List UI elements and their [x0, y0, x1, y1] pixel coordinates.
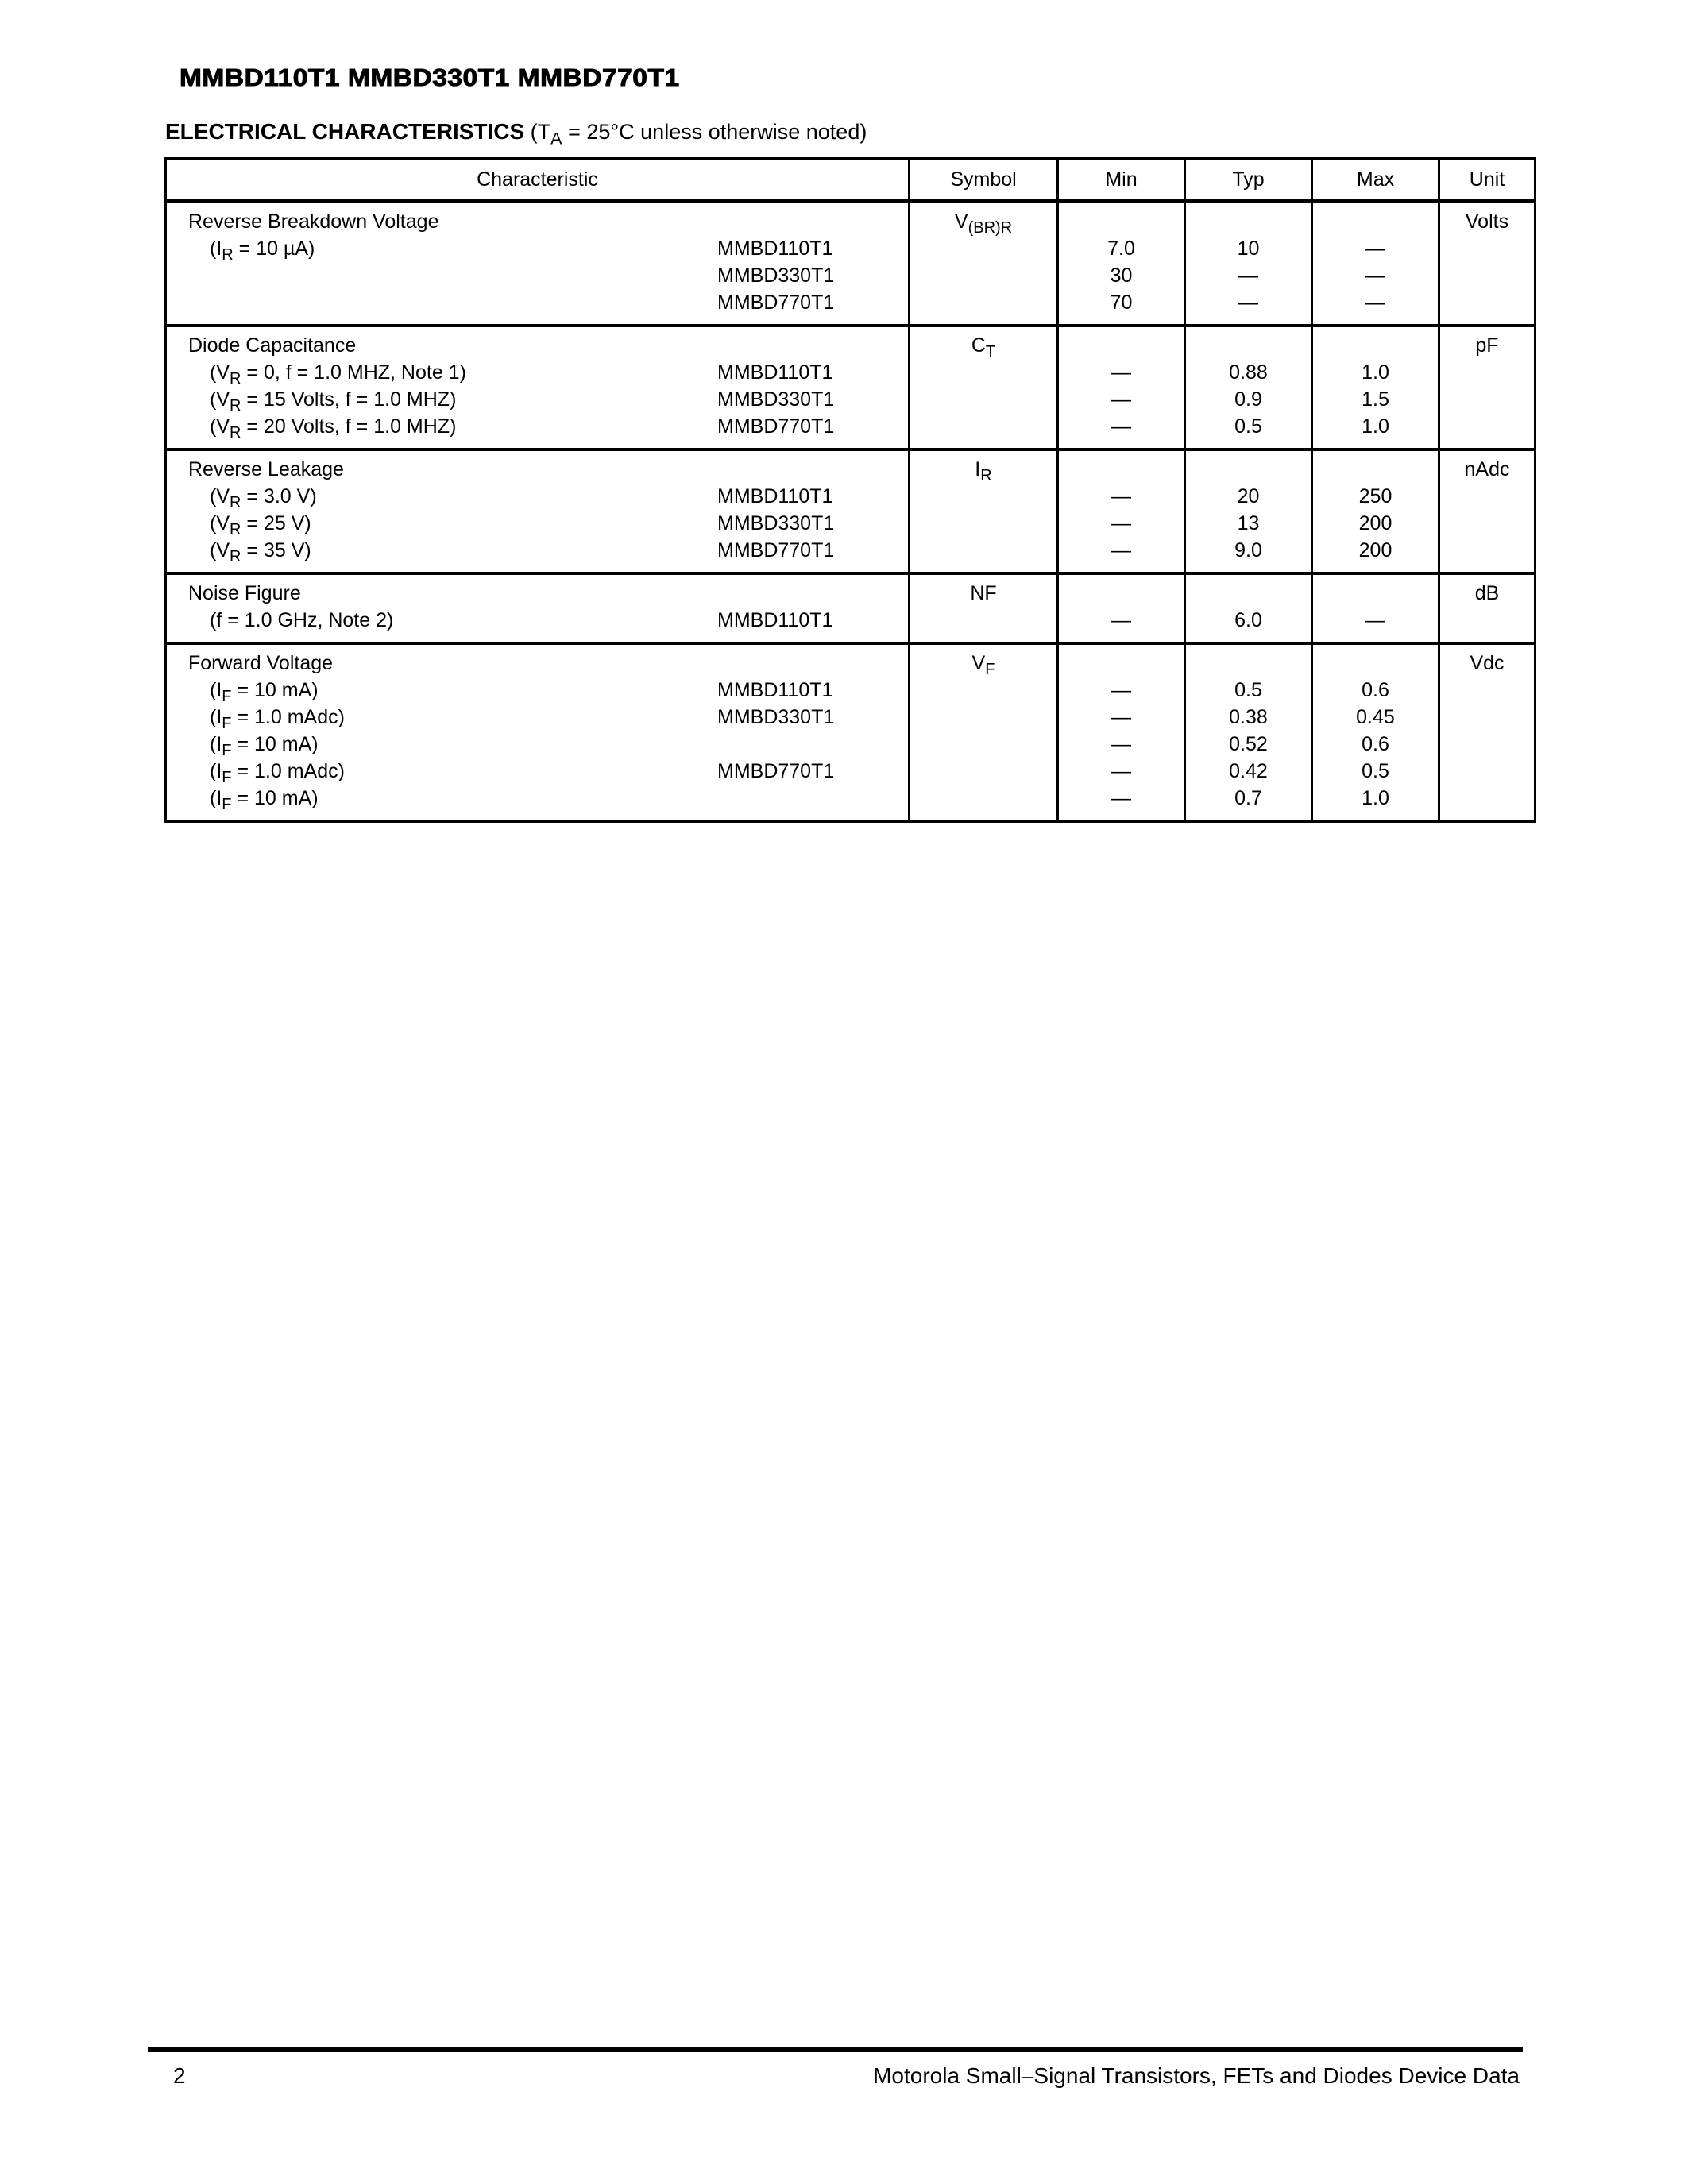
unit-cell	[1439, 450, 1535, 573]
characteristic-cell	[166, 573, 910, 643]
min-value: —	[1111, 388, 1131, 411]
table-row	[166, 573, 1535, 643]
device-label: MMBD330T1	[717, 264, 835, 287]
min-value: —	[1111, 706, 1131, 728]
device-label: MMBD770T1	[717, 291, 835, 314]
characteristic-name: Noise Figure	[188, 582, 301, 604]
max-value: 1.0	[1362, 361, 1389, 384]
min-value: —	[1111, 733, 1131, 755]
condition-line: ($V_R = 35$ V) MMBD770T1	[188, 537, 908, 564]
min-cell	[1058, 326, 1185, 450]
min-value: —	[1111, 787, 1131, 809]
device-label: MMBD330T1	[717, 512, 835, 534]
symbol: $C_T$	[971, 334, 996, 361]
symbol-cell	[910, 573, 1058, 643]
typ-value: 0.5	[1234, 679, 1262, 701]
max-value: 1.5	[1362, 388, 1389, 411]
column-header: Unit	[1439, 159, 1535, 202]
min-value: —	[1111, 512, 1131, 534]
max-cell	[1312, 202, 1439, 326]
section-condition: ($T_A = 25^\circ C$ unless otherwise noted)	[530, 120, 867, 149]
characteristic-cell	[166, 202, 910, 326]
device-label: MMBD110T1	[717, 679, 833, 701]
max-value: 200	[1358, 512, 1393, 534]
device-label: MMBD110T1	[717, 485, 833, 507]
device-label: MMBD110T1	[717, 361, 833, 384]
device-label: MMBD330T1	[717, 706, 835, 728]
typ-cell	[1185, 326, 1312, 450]
symbol: $V_F$	[971, 652, 995, 678]
unit-cell	[1439, 573, 1535, 643]
unit: dB	[1474, 582, 1500, 604]
min-cell	[1058, 202, 1185, 326]
device-label: MMBD110T1	[717, 237, 833, 260]
unit: Vdc	[1470, 652, 1505, 674]
typ-value: 0.9	[1234, 388, 1262, 411]
table-row	[166, 326, 1535, 450]
unit-cell	[1439, 202, 1535, 326]
column-header: Max	[1312, 159, 1439, 202]
condition-line	[188, 262, 908, 289]
condition-line: ($V_R = 3.0$ V) MMBD110T1	[188, 483, 908, 510]
characteristic-cell	[166, 326, 910, 450]
table-row	[166, 643, 1535, 821]
characteristic-name: Diode Capacitance	[188, 334, 357, 357]
typ-value: 10	[1237, 237, 1260, 260]
symbol-cell	[910, 450, 1058, 573]
document-title: MMBD110T1 MMBD330T1 MMBD770T1	[180, 64, 680, 91]
section-title: ELECTRICAL CHARACTERISTICS	[165, 119, 525, 144]
condition-line: ($V_R = 25$ V) MMBD330T1	[188, 510, 908, 537]
characteristic-cell	[166, 643, 910, 821]
typ-value: 13	[1237, 512, 1260, 534]
min-value: —	[1111, 361, 1131, 384]
column-header: Symbol	[910, 159, 1058, 202]
min-value: 7.0	[1107, 237, 1135, 260]
min-value: —	[1111, 485, 1131, 507]
typ-value: 0.42	[1229, 760, 1268, 782]
min-value: 70	[1110, 291, 1133, 314]
typ-value: —	[1238, 264, 1258, 287]
max-value: —	[1365, 609, 1385, 631]
max-value: 200	[1358, 539, 1393, 561]
min-value: —	[1111, 539, 1131, 561]
typ-value: 0.52	[1229, 733, 1268, 755]
condition-line	[188, 289, 908, 316]
condition-line: ($I_F = 1.0$ mAdc) MMBD770T1	[188, 758, 908, 785]
max-value: —	[1365, 291, 1385, 314]
max-value: —	[1365, 237, 1385, 260]
condition-line: ($V_R = 20$ Volts, f = 1.0 MHZ) MMBD770T1	[188, 413, 908, 440]
max-value: 0.6	[1362, 733, 1389, 755]
max-value: 1.0	[1362, 415, 1389, 438]
unit-cell	[1439, 643, 1535, 821]
symbol-cell	[910, 202, 1058, 326]
typ-value: 0.88	[1229, 361, 1268, 384]
typ-value: 0.5	[1234, 415, 1262, 438]
typ-value: 0.7	[1234, 787, 1262, 809]
min-cell	[1058, 573, 1185, 643]
typ-value: 6.0	[1234, 609, 1262, 631]
column-header: Min	[1058, 159, 1185, 202]
typ-value: 20	[1237, 485, 1260, 507]
device-label: MMBD770T1	[717, 415, 835, 438]
max-value: 0.5	[1362, 760, 1389, 782]
max-value: —	[1365, 264, 1385, 287]
column-header: Typ	[1185, 159, 1312, 202]
typ-cell	[1185, 643, 1312, 821]
page-number: 2	[173, 2063, 186, 2088]
typ-cell	[1185, 450, 1312, 573]
max-value: 0.6	[1362, 679, 1389, 701]
device-label: MMBD770T1	[717, 539, 835, 561]
symbol: NF	[970, 582, 997, 604]
condition-line: ($V_R = 15$ Volts, f = 1.0 MHZ) MMBD330T1	[188, 386, 908, 413]
characteristic-name: Reverse Leakage	[188, 458, 344, 480]
unit: Volts	[1465, 210, 1509, 233]
symbol-cell	[910, 326, 1058, 450]
condition-line: ($I_R = 10$ µA) MMBD110T1	[188, 235, 908, 262]
min-value: —	[1111, 760, 1131, 782]
min-value: —	[1111, 415, 1131, 438]
characteristic-cell	[166, 450, 910, 573]
max-cell	[1312, 643, 1439, 821]
characteristic-name: Forward Voltage	[188, 652, 334, 674]
footer-text: Motorola Small–Signal Transistors, FETs and Diodes Device Data	[873, 2063, 1520, 2088]
max-value: 0.45	[1356, 706, 1395, 728]
characteristic-name: Reverse Breakdown Voltage	[188, 210, 439, 233]
min-cell	[1058, 450, 1185, 573]
min-value: 30	[1110, 264, 1133, 287]
section-heading	[165, 119, 867, 149]
condition-line: ($V_R = 0$, f = 1.0 MHZ, Note 1) MMBD110T1	[188, 359, 908, 386]
typ-value: 0.38	[1229, 706, 1268, 728]
device-label: MMBD110T1	[717, 609, 833, 631]
electrical-characteristics-table	[164, 157, 1536, 823]
table-row	[166, 202, 1535, 326]
condition-line: ($I_F = 10$ mA) MMBD110T1	[188, 677, 908, 704]
device-label: MMBD770T1	[717, 760, 835, 782]
typ-cell	[1185, 573, 1312, 643]
typ-value: 9.0	[1234, 539, 1262, 561]
condition-line: ($I_F = 10$ mA)	[210, 787, 319, 813]
min-cell	[1058, 643, 1185, 821]
table-header-row	[166, 159, 1535, 202]
max-cell	[1312, 573, 1439, 643]
unit: nAdc	[1464, 458, 1510, 480]
condition-line: ($I_F = 10$ mA)	[210, 733, 319, 759]
typ-cell	[1185, 202, 1312, 326]
footer-divider	[148, 2047, 1523, 2052]
table-row	[166, 450, 1535, 573]
max-value: 1.0	[1362, 787, 1389, 809]
symbol-cell	[910, 643, 1058, 821]
symbol: $V_{(BR)R}$	[954, 210, 1013, 237]
min-value: —	[1111, 609, 1131, 631]
max-cell	[1312, 326, 1439, 450]
column-header: Characteristic	[166, 159, 910, 202]
min-value: —	[1111, 679, 1131, 701]
unit-cell	[1439, 326, 1535, 450]
max-cell	[1312, 450, 1439, 573]
condition-line: ($I_F = 1.0$ mAdc) MMBD330T1	[188, 704, 908, 731]
typ-value: —	[1238, 291, 1258, 314]
unit: pF	[1475, 334, 1499, 357]
max-value: 250	[1358, 485, 1393, 507]
condition-line: (f = 1.0 GHz, Note 2) MMBD110T1	[188, 607, 908, 634]
device-label: MMBD330T1	[717, 388, 835, 411]
symbol: $I_R$	[975, 458, 992, 484]
